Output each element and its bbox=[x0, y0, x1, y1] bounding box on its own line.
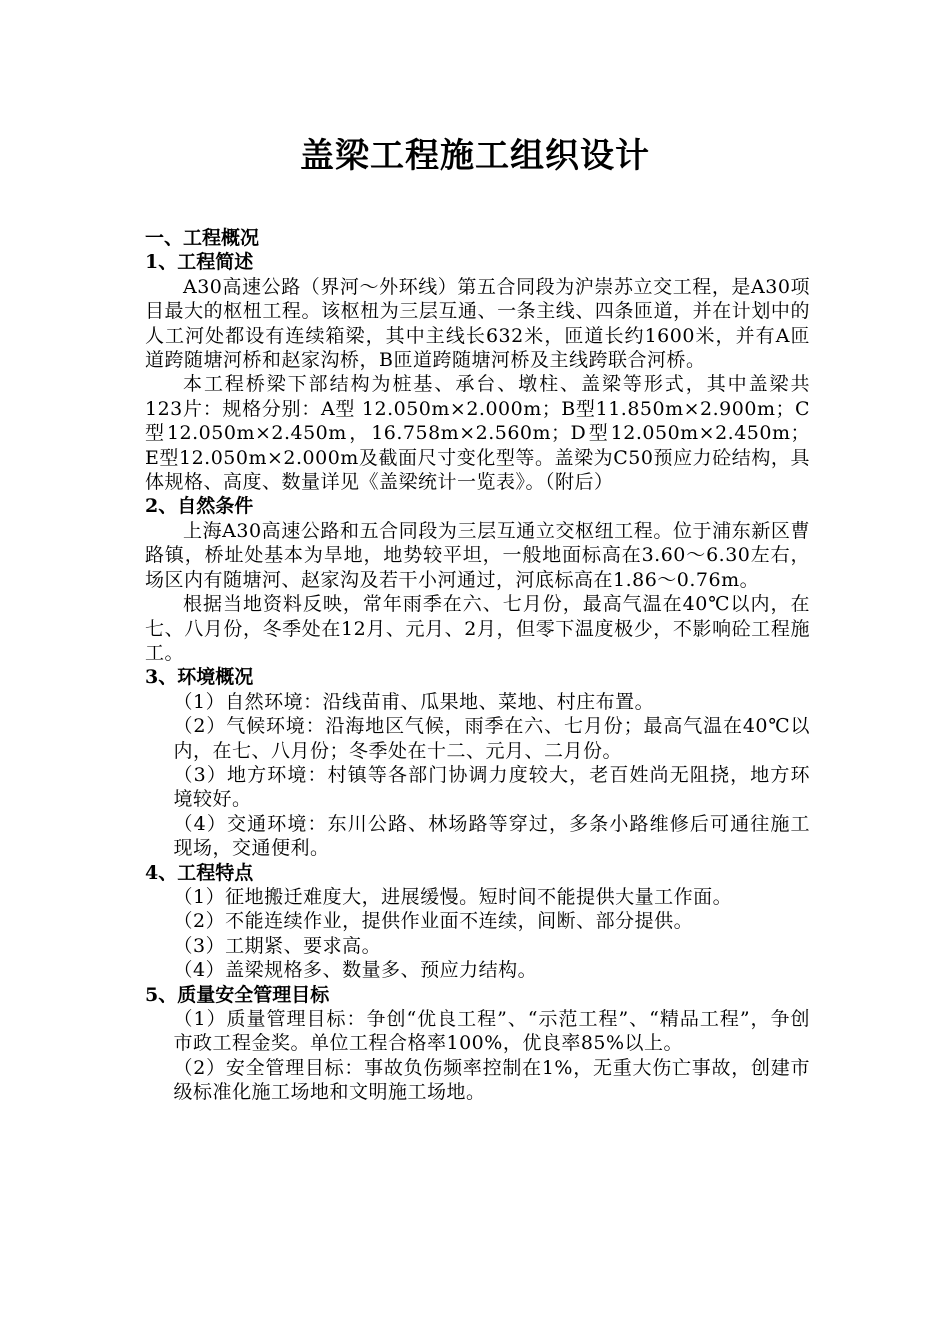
subsection-heading-environment: 3、环境概况 bbox=[145, 666, 254, 689]
paragraph-natural-2: 根据当地资料反映，常年雨季在六、七月份，最高气温在40℃以内，在七、八月份，冬季处在12月、元月、2月，但零下温度极少，不影响砼工程施工。 bbox=[145, 593, 810, 664]
subsection-heading-features: 4、工程特点 bbox=[145, 861, 254, 884]
section-heading-overview: 一、工程概况 bbox=[145, 227, 260, 249]
list-item-goal: （1）质量管理目标：争创“优良工程”、“示范工程”、“精品工程”，争创市政工程金奖。单位工程合格率100%，优良率85%以上。 bbox=[173, 1008, 810, 1055]
list-item-environment: （1）自然环境：沿线苗甫、瓜果地、菜地、村庄布置。 bbox=[173, 690, 655, 713]
list-item-feature: （1）征地搬迁难度大，进展缓慢。短时间不能提供大量工作面。 bbox=[173, 885, 733, 908]
subsection-heading-quality-safety: 5、质量安全管理目标 bbox=[145, 983, 330, 1006]
paragraph-summary-2: 本工程桥梁下部结构为桩基、承台、墩柱、盖梁等形式，其中盖梁共 123片：规格分别：A型 12.050m×2.000m；B型11.850m×2.900m；C型12.050m×2.450m，16.758m×2.560m；D型12.050m×2.450m；E型12.050m×2.000m及截面尺寸变化型等。盖梁为C50预应力砼结构，具体规格、高度、数量详见《盖梁统计一览表》。（附后） bbox=[145, 373, 810, 494]
subsection-heading-natural-conditions: 2、自然条件 bbox=[145, 495, 254, 518]
list-item-feature: （2）不能连续作业，提供作业面不连续，间断、部分提供。 bbox=[173, 910, 694, 933]
document-title: 盖梁工程施工组织设计 bbox=[300, 136, 650, 176]
document-body bbox=[145, 226, 810, 1105]
list-item-environment: （4）交通环境：东川公路、林场路等穿过，多条小路维修后可通往施工现场，交通便利。 bbox=[173, 812, 810, 860]
list-item-feature: （3）工期紧、要求高。 bbox=[173, 934, 382, 957]
paragraph-natural-1: 上海A30高速公路和五合同段为三层互通立交枢纽工程。位于浦东新区曹路镇，桥址处基本为旱地，地势较平坦，一般地面标高在3.60～6.30左右，场区内有随塘河、赵家沟及若干小河通过，河底标高在1.86～0.76m。 bbox=[145, 519, 810, 591]
list-item-feature: （4）盖梁规格多、数量多、预应力结构。 bbox=[173, 959, 538, 982]
paragraph-summary-1: A30高速公路（界河～外环线）第五合同段为沪崇苏立交工程，是A30项目最大的枢杻工程。该枢杻为三层互通、一条主线、四条匝道，并在计划中的人工河处都设有连续箱梁，其中主线长632米，匝道长约1600米，并有A匝道跨随塘河桥和赵家沟桥，B匝道跨随塘河桥及主线跨联合河桥。 bbox=[145, 275, 810, 372]
list-item-goal: （2）安全管理目标：事故负伤频率控制在1%，无重大伤亡事故，创建市级标准化施工场地和文明施工场地。 bbox=[173, 1056, 810, 1104]
subsection-heading-summary: 1、工程简述 bbox=[145, 251, 254, 274]
list-item-environment: （3）地方环境：村镇等各部门协调力度较大，老百姓尚无阻挠，地方环境较好。 bbox=[173, 763, 810, 811]
list-item-environment: （2）气候环境：沿海地区气候，雨季在六、七月份；最高气温在40℃以内，在七、八月份；冬季处在十二、元月、二月份。 bbox=[173, 715, 810, 762]
